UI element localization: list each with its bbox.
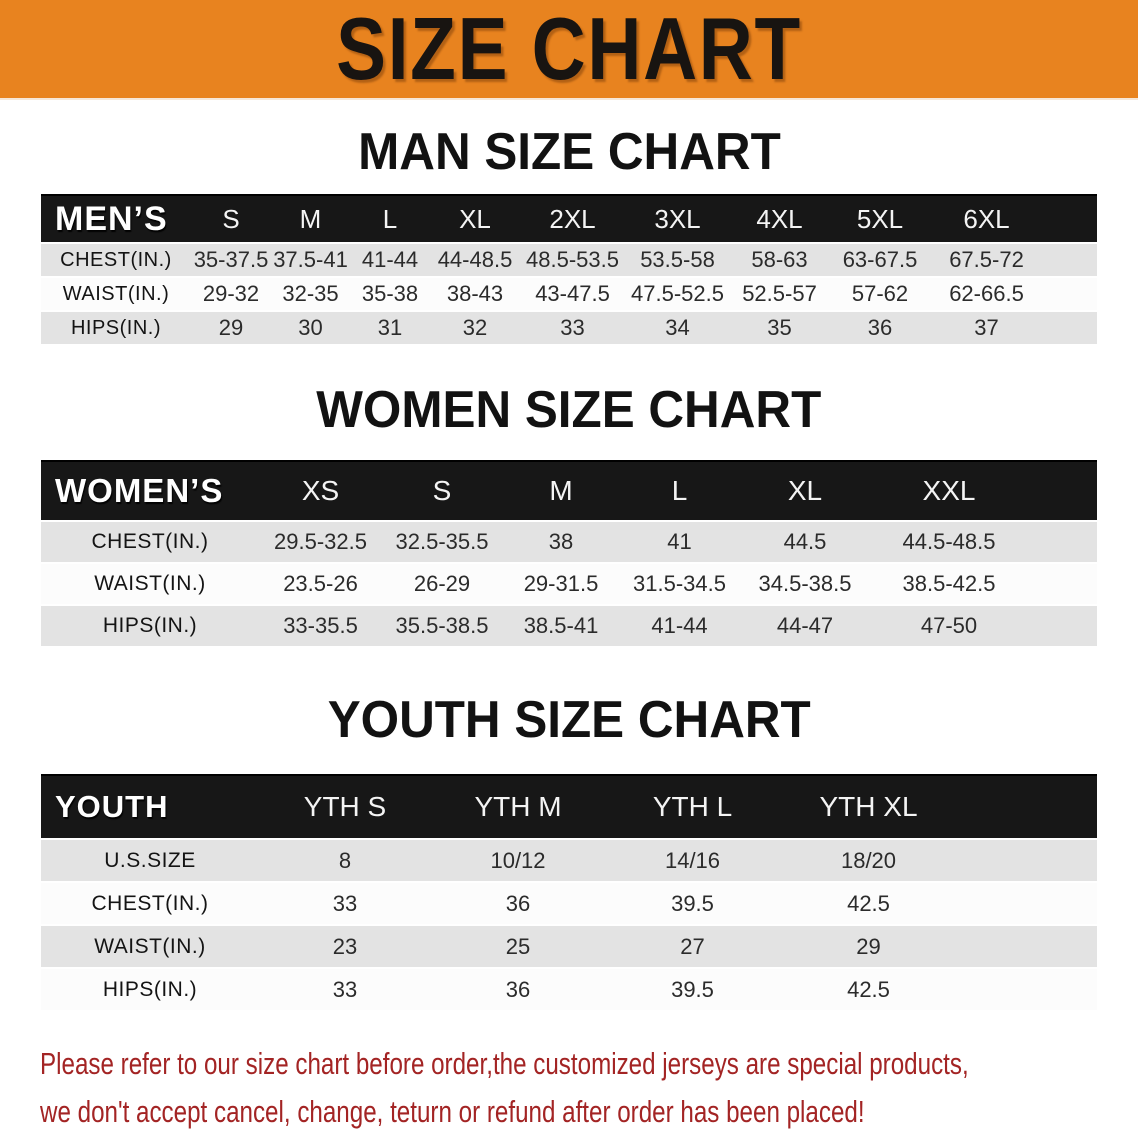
youth-ussize-row <box>41 840 1097 881</box>
women-waist-row <box>41 564 1097 604</box>
women-waist-value: 31.5-34.5 <box>620 564 739 604</box>
size-chart-banner <box>0 0 1138 100</box>
women-hips-value: 44-47 <box>739 606 871 646</box>
youth-waist-value: 25 <box>431 926 605 967</box>
women-chest-label: CHEST(IN.) <box>41 522 259 562</box>
men-size-col-m: M <box>271 194 350 242</box>
youth-hips-value: 39.5 <box>605 969 780 1010</box>
men-hips-value: 31 <box>350 312 430 344</box>
men-size-col-4xl: 4XL <box>730 194 829 242</box>
women-chest-value: 38 <box>502 522 620 562</box>
youth-hips-label: HIPS(IN.) <box>41 969 259 1010</box>
women-heading-text: WOMEN SIZE CHART <box>316 381 822 439</box>
men-hips-label: HIPS(IN.) <box>41 312 191 344</box>
women-waist-value: 29-31.5 <box>502 564 620 604</box>
youth-header-row <box>41 774 1097 838</box>
women-waist-value: 26-29 <box>382 564 502 604</box>
men-chest-value: 35-37.5 <box>191 244 271 276</box>
men-size-col-xl: XL <box>430 194 520 242</box>
youth-table-label: YOUTH <box>41 774 259 838</box>
disclaimer-line-2: we don't accept cancel, change, teturn or refund after order has been placed! <box>40 1094 865 1129</box>
women-hips-row <box>41 606 1097 646</box>
men-chest-value: 37.5-41 <box>271 244 350 276</box>
men-waist-value: 43-47.5 <box>520 278 625 310</box>
youth-waist-value: 23 <box>259 926 431 967</box>
men-waist-value: 52.5-57 <box>730 278 829 310</box>
men-waist-label: WAIST(IN.) <box>41 278 191 310</box>
men-size-col-l: L <box>350 194 430 242</box>
men-section-heading <box>0 123 1138 181</box>
men-chest-row <box>41 244 1097 276</box>
women-header-row <box>41 460 1097 520</box>
women-chest-value: 44.5 <box>739 522 871 562</box>
men-chest-value: 67.5-72 <box>931 244 1097 276</box>
youth-chest-label: CHEST(IN.) <box>41 883 259 924</box>
men-table-label: MEN’S <box>41 194 191 242</box>
disclaimer-line-1: Please refer to our size chart before order,the customized jerseys are special products, <box>40 1046 969 1081</box>
men-size-col-5xl: 5XL <box>829 194 931 242</box>
youth-ussize-value: 18/20 <box>780 840 1097 881</box>
youth-waist-value: 29 <box>780 926 1097 967</box>
women-size-col-s: S <box>382 460 502 520</box>
men-size-col-s: S <box>191 194 271 242</box>
men-waist-row <box>41 278 1097 310</box>
women-size-col-l: L <box>620 460 739 520</box>
youth-hips-value: 33 <box>259 969 431 1010</box>
youth-hips-value: 42.5 <box>780 969 1097 1010</box>
women-chest-value: 29.5-32.5 <box>259 522 382 562</box>
men-hips-value: 29 <box>191 312 271 344</box>
men-hips-value: 34 <box>625 312 730 344</box>
men-hips-row <box>41 312 1097 344</box>
disclaimer <box>40 1040 1138 1132</box>
men-waist-value: 35-38 <box>350 278 430 310</box>
youth-ussize-label: U.S.SIZE <box>41 840 259 881</box>
youth-size-col-l: YTH L <box>605 774 780 838</box>
women-waist-value: 38.5-42.5 <box>871 564 1097 604</box>
women-section-heading <box>0 381 1138 439</box>
youth-size-col-s: YTH S <box>259 774 431 838</box>
youth-waist-value: 27 <box>605 926 780 967</box>
women-waist-label: WAIST(IN.) <box>41 564 259 604</box>
men-waist-value: 47.5-52.5 <box>625 278 730 310</box>
men-hips-value: 35 <box>730 312 829 344</box>
women-size-table <box>41 458 1097 648</box>
youth-hips-value: 36 <box>431 969 605 1010</box>
men-hips-value: 30 <box>271 312 350 344</box>
men-chest-value: 48.5-53.5 <box>520 244 625 276</box>
youth-heading-text: YOUTH SIZE CHART <box>327 691 811 749</box>
women-size-col-xs: XS <box>259 460 382 520</box>
women-waist-value: 34.5-38.5 <box>739 564 871 604</box>
youth-chest-value: 39.5 <box>605 883 780 924</box>
men-heading-text: MAN SIZE CHART <box>357 123 781 181</box>
men-waist-value: 29-32 <box>191 278 271 310</box>
men-size-col-6xl: 6XL <box>931 194 1097 242</box>
youth-size-col-xl: YTH XL <box>780 774 1097 838</box>
youth-chest-row <box>41 883 1097 924</box>
women-size-col-m: M <box>502 460 620 520</box>
men-hips-value: 32 <box>430 312 520 344</box>
youth-chest-value: 33 <box>259 883 431 924</box>
men-hips-value: 36 <box>829 312 931 344</box>
women-hips-value: 41-44 <box>620 606 739 646</box>
men-waist-value: 62-66.5 <box>931 278 1097 310</box>
men-hips-value: 37 <box>931 312 1097 344</box>
women-table-label: WOMEN’S <box>41 460 259 520</box>
men-hips-value: 33 <box>520 312 625 344</box>
women-hips-label: HIPS(IN.) <box>41 606 259 646</box>
men-chest-value: 58-63 <box>730 244 829 276</box>
men-chest-value: 41-44 <box>350 244 430 276</box>
men-chest-value: 44-48.5 <box>430 244 520 276</box>
men-waist-value: 57-62 <box>829 278 931 310</box>
women-hips-value: 35.5-38.5 <box>382 606 502 646</box>
youth-hips-row <box>41 969 1097 1010</box>
men-size-table <box>41 192 1097 346</box>
men-chest-value: 53.5-58 <box>625 244 730 276</box>
youth-ussize-value: 14/16 <box>605 840 780 881</box>
women-hips-value: 33-35.5 <box>259 606 382 646</box>
women-chest-row <box>41 522 1097 562</box>
men-waist-value: 38-43 <box>430 278 520 310</box>
women-hips-value: 38.5-41 <box>502 606 620 646</box>
women-size-col-xxl: XXL <box>871 460 1097 520</box>
youth-ussize-value: 8 <box>259 840 431 881</box>
women-waist-value: 23.5-26 <box>259 564 382 604</box>
men-chest-label: CHEST(IN.) <box>41 244 191 276</box>
men-size-col-3xl: 3XL <box>625 194 730 242</box>
women-chest-value: 44.5-48.5 <box>871 522 1097 562</box>
women-chest-value: 32.5-35.5 <box>382 522 502 562</box>
youth-chest-value: 42.5 <box>780 883 1097 924</box>
men-chest-value: 63-67.5 <box>829 244 931 276</box>
women-size-col-xl: XL <box>739 460 871 520</box>
youth-size-col-m: YTH M <box>431 774 605 838</box>
men-waist-value: 32-35 <box>271 278 350 310</box>
women-hips-value: 47-50 <box>871 606 1097 646</box>
youth-section-heading <box>0 691 1138 749</box>
youth-waist-row <box>41 926 1097 967</box>
men-size-col-2xl: 2XL <box>520 194 625 242</box>
banner-title: SIZE CHART <box>336 0 802 98</box>
women-chest-value: 41 <box>620 522 739 562</box>
youth-size-table <box>41 772 1097 1012</box>
youth-waist-label: WAIST(IN.) <box>41 926 259 967</box>
men-header-row <box>41 194 1097 242</box>
youth-chest-value: 36 <box>431 883 605 924</box>
youth-ussize-value: 10/12 <box>431 840 605 881</box>
